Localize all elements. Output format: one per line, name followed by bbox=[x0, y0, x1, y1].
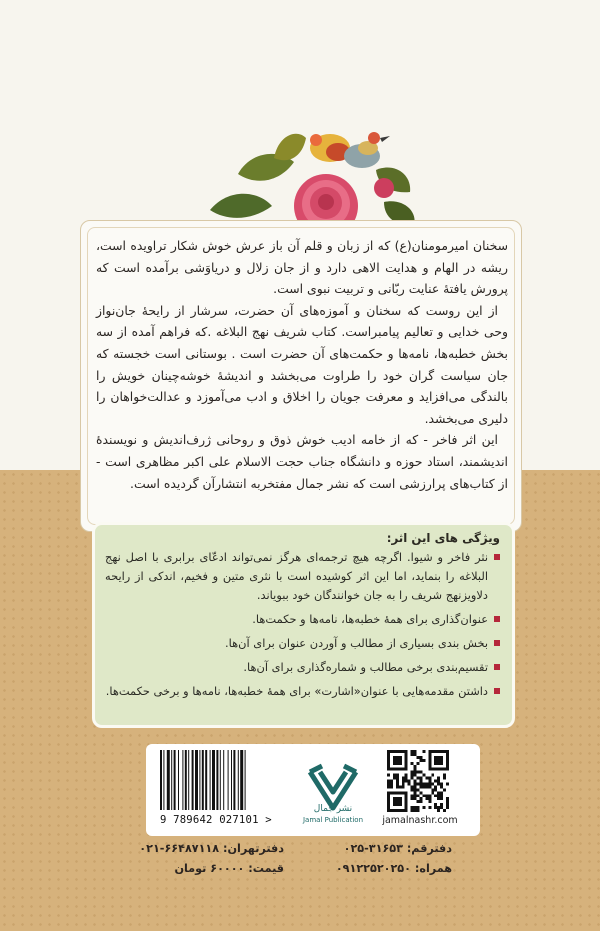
qom-office-phone: دفترقم: ۳۱۶۵۳-۰۲۵ bbox=[343, 842, 452, 855]
feature-item: تقسیم‌بندی برخی مطالب و شماره‌گذاری برای آن‌ها. bbox=[105, 658, 500, 677]
tehran-office-phone: دفترتهران: ۶۶۴۸۷۱۱۸-۰۲۱ bbox=[139, 842, 284, 855]
website-link[interactable]: jamalnashr.com bbox=[382, 815, 458, 826]
barcode-icon bbox=[158, 750, 286, 810]
description-paragraph-3: این اثر فاخر - که از خامه ادیب خوش ذوق و روحانی ژرف‌اندیش و نویسندهٔ اندیشمند، استاد حوزه و دانشگاه جناب حجت الاسلام علی اکبر مظاهری است - از کتاب‌های پرارزشی است که نشر جمال مفتخربه انتشارآن گردیده است. bbox=[96, 432, 508, 491]
description-paragraph-2: از این روست که سخنان و آموزه‌های آن حضرت، سرشار از رایحهٔ جان‌نواز وحی خدایی و تعالیم پیامبراست. کتاب شریف نهج البلاغه .که فراهم آمده از سه بخش خطبه‌ها، نامه‌ها و حکمت‌های آن حضرت است . بوستانی است خجسته که جان سیاست گران خود را طراوت می‌بخشد و اندیشهٔ خوشه‌چینان خویش را بالندگی می‌افزاید و معرفت جویان را اخلاق و ادب می‌آموزد و عدالت‌خواهان را دلیری می‌بخشد. bbox=[96, 302, 508, 426]
birds bbox=[310, 132, 390, 168]
publisher-latin-name: Jamal Publication bbox=[302, 816, 364, 824]
feature-item: عنوان‌گذاری برای همهٔ خطبه‌ها، نامه‌ها و حکمت‌ها. bbox=[105, 610, 500, 629]
feature-item: نثر فاخر و شیوا. اگرچه هیچ ترجمه‌ای هرگز نمی‌تواند ادعّای برابری با اصل نهج البلاغه را بنماید، اما این اثر کوشیده است با نثری متین و فخیم، اندکی از رایحه دلاویزنهج شریف را به جان خوانندگان خود ببویاند. bbox=[105, 548, 500, 605]
features-list bbox=[105, 548, 500, 701]
leaf-left bbox=[210, 134, 306, 218]
isbn-text: 9 789642 027101 > bbox=[160, 814, 272, 826]
price: قیمت: ۶۰۰۰۰ تومان bbox=[174, 862, 284, 875]
feature-item: داشتن مقدمه‌هایی با عنوان«اشارت» برای همهٔ خطبه‌ها، نامه‌ها و برخی حکمت‌ها. bbox=[105, 682, 500, 701]
bullet-icon bbox=[494, 664, 500, 670]
description-paragraph-1: سخنان امیرمومنان(ع) که از زبان و قلم آن باز عرش خوش شکار تراویده است، ریشه در الهام و هدایت الاهی دارد و از جان زلال و دریاوَشی برآمده است که پرورش یافتهٔ عنایت ربّانی و تربیت نبوی است. bbox=[96, 238, 508, 297]
publisher-name: نشر جمال bbox=[313, 804, 353, 814]
features-title: ویژگی های این اثر: bbox=[386, 531, 500, 545]
bullet-icon bbox=[494, 616, 500, 622]
bullet-icon bbox=[494, 688, 500, 694]
qr-code-icon bbox=[386, 750, 450, 812]
feature-item: بخش بندی بسیاری از مطالب و آوردن عنوان برای آن‌ها. bbox=[105, 634, 500, 653]
bullet-icon bbox=[494, 640, 500, 646]
book-description bbox=[96, 235, 508, 494]
features-box bbox=[92, 522, 515, 728]
flower-birds-illustration bbox=[198, 118, 430, 236]
mobile-phone: همراه: ۰۹۱۲۲۵۲۰۲۵۰ bbox=[335, 862, 452, 875]
bullet-icon bbox=[494, 554, 500, 560]
